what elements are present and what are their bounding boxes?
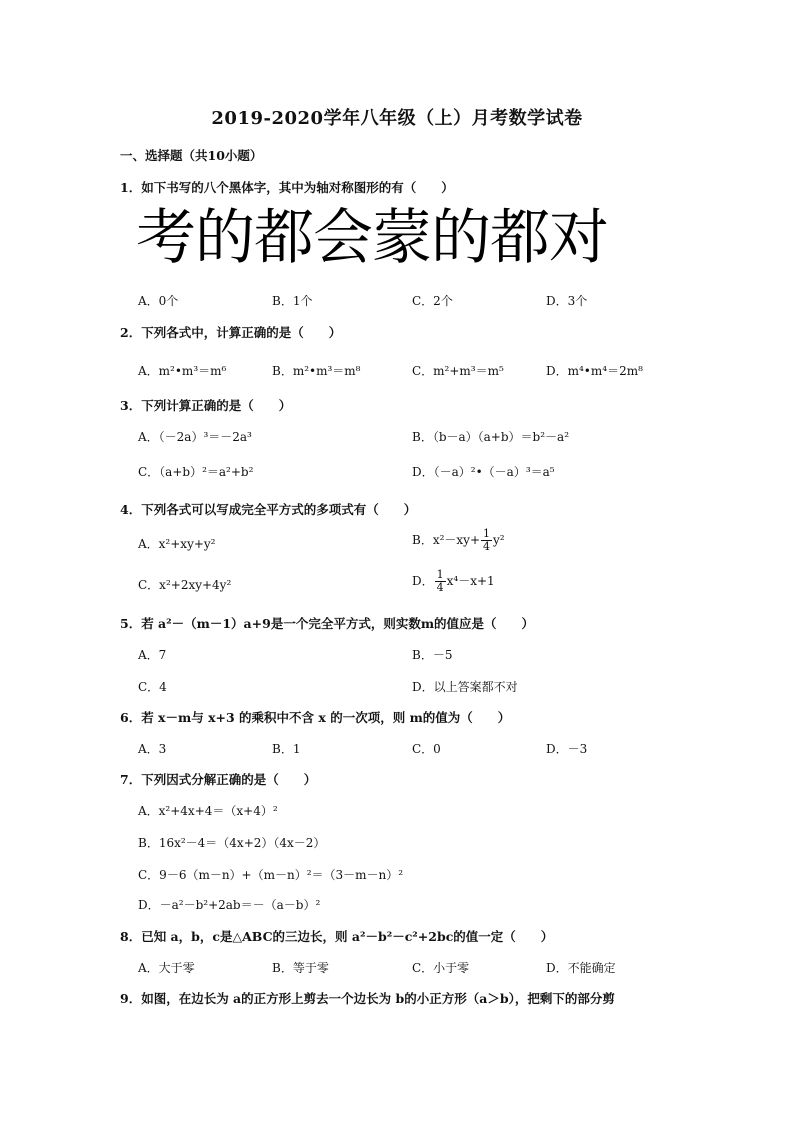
q2-option-b: B．m²•m³＝m⁸ xyxy=(272,364,361,378)
q6-option-a: A．3 xyxy=(138,742,167,756)
q5-option-a: A．7 xyxy=(138,648,167,662)
q4-option-a: A．x²+xy+y² xyxy=(138,537,216,551)
q8-option-b: B．等于零 xyxy=(272,961,329,975)
q6-option-b: B．1 xyxy=(272,742,301,756)
question-7: 7．下列因式分解正确的是（ ） xyxy=(120,772,317,787)
q5-option-d: D．以上答案都不对 xyxy=(412,680,518,694)
fraction-numerator: 1 xyxy=(483,527,490,540)
fraction-denominator: 4 xyxy=(436,581,444,594)
banner-image-text: 考的都会蒙的都对 xyxy=(136,203,608,273)
q4-option-c: C．x²+2xy+4y² xyxy=(138,578,232,592)
question-9: 9．如图，在边长为 a的正方形上剪去一个边长为 b的小正方形（a＞b），把剩下的部分剪 xyxy=(120,991,615,1006)
q5-option-b: B．－5 xyxy=(412,648,453,662)
q5-option-c: C．4 xyxy=(138,680,167,694)
q3-option-c: C．（a+b）²＝a²+b² xyxy=(138,465,254,479)
q4-option-b-suffix: y² xyxy=(493,533,505,547)
q3-option-d: D．（－a）²•（－a）³＝a⁵ xyxy=(412,465,555,479)
fraction-denominator: 4 xyxy=(483,540,490,553)
q4-option-d-suffix: x⁴－x+1 xyxy=(446,574,495,588)
q3-option-b: B．（b－a）（a+b）＝b²－a² xyxy=(412,430,570,444)
q8-option-d: D．不能确定 xyxy=(546,961,616,975)
q4-option-b-prefix: B．x²－xy+ xyxy=(412,533,480,547)
q1-option-c: C．2个 xyxy=(412,294,453,308)
page-title: 2019-2020学年八年级（上）月考数学试卷 xyxy=(211,108,583,129)
question-3: 3．下列计算正确的是（ ） xyxy=(120,398,292,413)
q1-option-d: D．3个 xyxy=(546,294,588,308)
q8-option-a: A．大于零 xyxy=(138,961,195,975)
q4-option-b xyxy=(412,528,505,553)
q1-option-b: B．1个 xyxy=(272,294,313,308)
q2-option-a: A．m²•m³＝m⁶ xyxy=(138,364,227,378)
q7-option-c: C．9－6（m－n）+（m－n）²＝（3－m－n）² xyxy=(138,868,404,882)
q1-option-a: A．0个 xyxy=(138,294,179,308)
q4-option-d-prefix: D． xyxy=(412,574,434,588)
q7-option-a: A．x²+4x+4＝（x+4）² xyxy=(138,804,278,818)
fraction xyxy=(435,569,446,594)
q7-option-b: B．16x²－4＝（4x+2）（4x－2） xyxy=(138,836,326,850)
question-6: 6．若 x－m与 x+3 的乘积中不含 x 的一次项，则 m的值为（ ） xyxy=(120,710,511,725)
question-4: 4．下列各式可以写成完全平方式的多项式有（ ） xyxy=(120,502,417,517)
question-5: 5．若 a²－（m－1）a+9是一个完全平方式，则实数m的值应是（ ） xyxy=(120,616,535,631)
question-8: 8．已知 a，b，c是△ABC的三边长，则 a²－b²－c²+2bc的值一定（ ） xyxy=(120,929,554,944)
fraction xyxy=(481,528,492,553)
fraction-numerator: 1 xyxy=(436,568,444,581)
q2-option-c: C．m²+m³＝m⁵ xyxy=(412,364,504,378)
q6-option-c: C．0 xyxy=(412,742,441,756)
question-2: 2．下列各式中，计算正确的是（ ） xyxy=(120,325,342,340)
section-heading: 一、选择题（共10小题） xyxy=(120,148,263,163)
q2-option-d: D．m⁴•m⁴＝2m⁸ xyxy=(546,364,643,378)
q6-option-d: D．－3 xyxy=(546,742,588,756)
q4-option-d xyxy=(412,569,495,594)
q7-option-d: D．－a²－b²+2ab＝－（a－b）² xyxy=(138,898,321,912)
q3-option-a: A．（－2a）³＝－2a³ xyxy=(138,430,252,444)
question-1: 1．如下书写的八个黑体字，其中为轴对称图形的有（ ） xyxy=(120,180,454,195)
q8-option-c: C．小于零 xyxy=(412,961,470,975)
